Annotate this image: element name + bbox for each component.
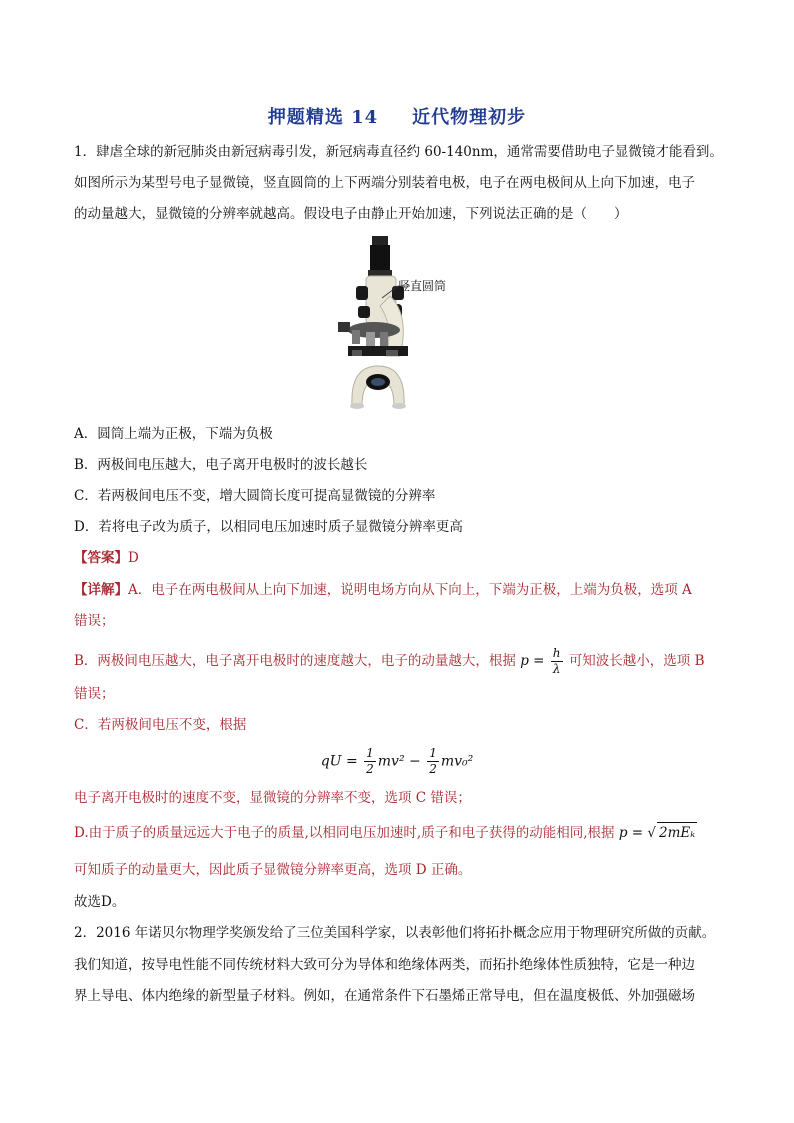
detail-b-pre: B．两极间电压越大，电子离开电极时的速度越大，电子的动量越大，根据 [74,653,516,669]
q1-option-a: A．圆筒上端为正极，下端为负极 [74,426,273,442]
q1-stem-line-1: 1．肆虐全球的新冠肺炎由新冠病毒引发，新冠病毒直径约 60-140nm，通常需要借助电子显微镜才能看到。 [74,144,723,160]
detail-d-line-2: 可知质子的动量更大，因此质子显微镜分辨率更高，选项 D 正确。 [74,862,472,878]
detail-c-line: C．若两极间电压不变，根据 [74,717,247,733]
title-left: 押题精选 14 [267,107,379,128]
page-title [0,103,794,129]
detail-d-line [74,822,724,843]
q1-option-d: D．若将电子改为质子，以相同电压加速时质子显微镜分辨率更高 [74,519,463,535]
detail-b-line-2: 错误； [74,686,115,702]
q2-stem-line-1: 2．2016 年诺贝尔物理学奖颁发给了三位美国科学家，以表彰他们将拓扑概念应用于物理研究所做的贡献。 [74,925,716,941]
detail-a-line [74,580,724,600]
q1-option-c: C．若两极间电压不变，增大圆筒长度可提高显微镜的分辨率 [74,488,436,504]
detail-b-line [74,646,724,677]
answer-line [74,548,724,568]
detail-a-line-2: 错误； [74,613,115,629]
conclusion-line: 故选D。 [74,894,126,910]
detail-d-pre: D.由于质子的质量远远大于电子的质量,以相同电压加速时,质子和电子获得的动能相同,根据 [74,825,615,841]
microscope-figure [330,236,480,411]
q2-stem-line-3: 界上导电、体内绝缘的新型量子材料。例如，在通常条件下石墨烯正常导电，但在温度极低、外加强磁场 [74,988,695,1004]
formula-energy: qU = $\frac{1}{2}$ mv² − $\frac{1}{2}$ mv₀² [320,746,474,776]
figure-label: 竖直圆筒 [398,279,447,293]
detail-tag: 【详解】 [74,582,128,598]
answer-value: D [128,550,139,566]
formula-p-sqrt: p = √ 2mEₖ [619,825,697,841]
answer-tag: 【答案】 [74,550,128,566]
q2-stem-line-2: 我们知道，按导电性能不同传统材料大致可分为导体和绝缘体两类，而拓扑绝缘体性质独特，它是一种边 [74,957,695,973]
detail-c-line-2: 电子离开电极时的速度不变，显微镜的分辨率不变，选项 C 错误； [74,790,471,806]
title-right: 近代物理初步 [412,107,527,128]
detail-a-text: A．电子在两电极间从上向下加速，说明电场方向从下向上，下端为正极，上端为负极，选项 A [128,582,692,598]
q1-stem-line-2: 如图所示为某型号电子显微镜，竖直圆筒的上下两端分别装着电极，电子在两电极间从上向下加速，电子 [74,175,695,191]
q1-option-b: B．两极间电压越大，电子离开电极时的波长越长 [74,457,368,473]
formula-p-h-lambda: p = $\frac{h}{\lambda}$ [520,646,561,676]
detail-b-post: 可知波长越小，选项 B [568,653,705,669]
q1-stem-line-3: 的动量越大，显微镜的分辨率就越高。假设电子由静止开始加速，下列说法正确的是（ ） [74,206,628,222]
